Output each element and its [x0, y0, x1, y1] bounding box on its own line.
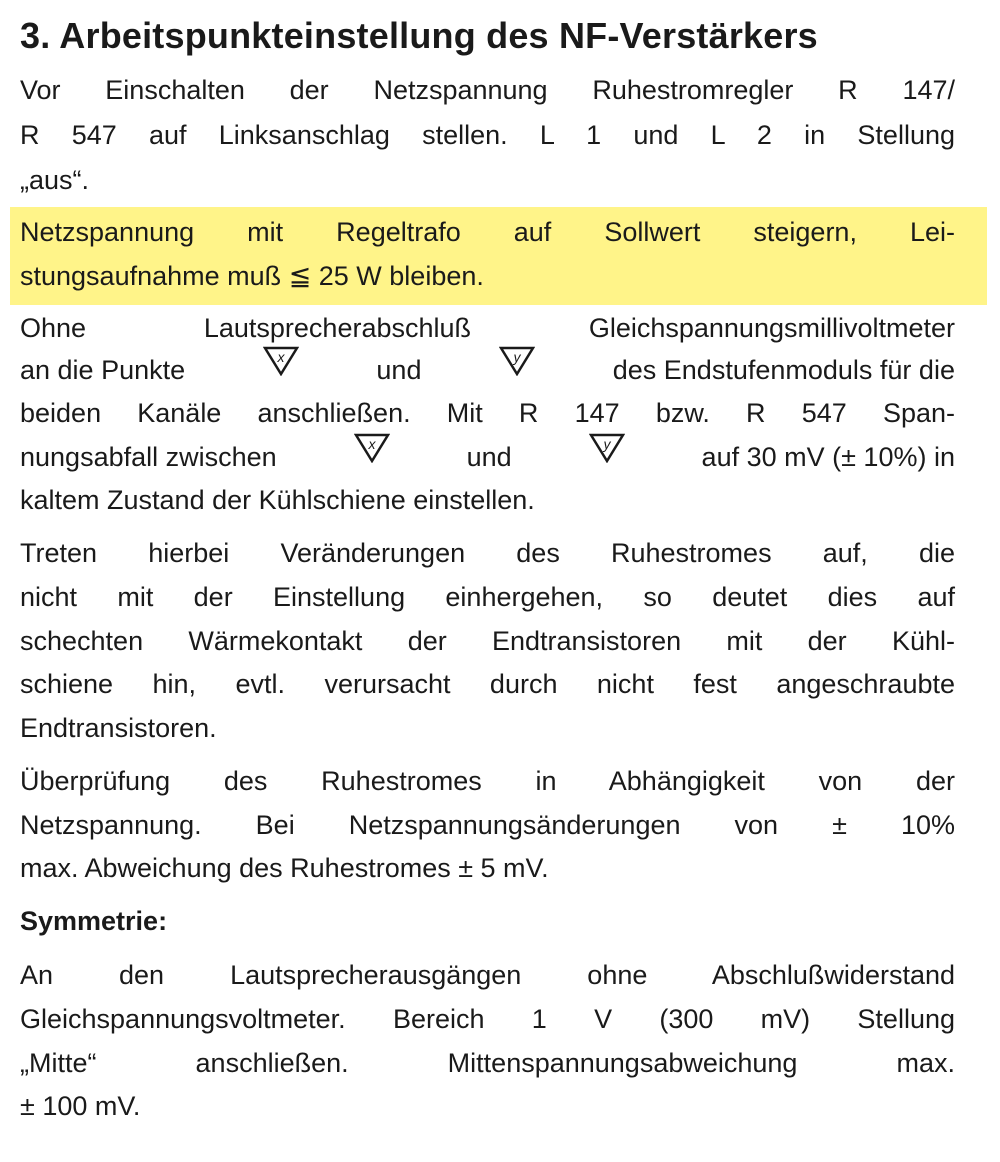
para3-line4-part2: und: [466, 442, 512, 472]
test-point-y-icon: [499, 346, 535, 376]
para1-line1: Vor Einschalten der Netzspannung Ruhestromregler R 147/: [20, 75, 955, 105]
test-point-x-icon: [354, 433, 390, 463]
para4-line4: schiene hin, evtl. verursacht durch nicht fest angeschraubte: [20, 669, 955, 699]
para3-line2-part1: an die Punkte: [20, 355, 186, 385]
para1-line2: R 547 auf Linksanschlag stellen. L 1 und L 2 in Stellung: [20, 120, 955, 150]
para3-line1: Ohne Lautsprecherabschluß Gleichspannungsmillivoltmeter: [20, 313, 955, 343]
para3-line2-part3: des Endstufenmoduls für die: [612, 355, 955, 385]
test-point-x-icon: [263, 346, 299, 376]
para2-line2: stungsaufnahme muß ≦ 25 W bleiben.: [20, 261, 484, 291]
para3-line5: kaltem Zustand der Kühlschiene einstellen.: [20, 485, 535, 515]
test-point-y-label: y: [603, 436, 611, 452]
para6-line2: Gleichspannungsvoltmeter. Bereich 1 V (300 mV) Stellung: [20, 1004, 955, 1034]
para2-line1: Netzspannung mit Regeltrafo auf Sollwert steigern, Lei-: [20, 217, 955, 247]
para3-line2: [20, 349, 955, 388]
test-point-y-label: y: [513, 349, 521, 365]
para4-line1: Treten hierbei Veränderungen des Ruhestromes auf, die: [20, 538, 955, 568]
para4-line2: nicht mit der Einstellung einhergehen, so deutet dies auf: [20, 582, 955, 612]
para3-line4-part3: auf 30 mV (± 10%) in: [701, 442, 955, 472]
para6-line4: ± 100 mV.: [20, 1091, 141, 1121]
para5-line1: Überprüfung des Ruhestromes in Abhängigkeit von der: [20, 766, 955, 796]
test-point-x-label: x: [277, 349, 285, 365]
para1-line3: „aus“.: [20, 165, 90, 195]
para5-line3: max. Abweichung des Ruhestromes ± 5 mV.: [20, 853, 549, 883]
test-point-x-label: x: [368, 436, 376, 452]
para3-line4: [20, 436, 955, 475]
para4-line5: Endtransistoren.: [20, 713, 217, 743]
para3-line3: beiden Kanäle anschließen. Mit R 147 bzw. R 547 Span-: [20, 398, 955, 428]
para3-line4-part1: nungsabfall zwischen: [20, 442, 277, 472]
test-point-y-icon: [589, 433, 625, 463]
subheading-symmetrie: Symmetrie:: [20, 906, 168, 936]
para4-line3: schechten Wärmekontakt der Endtransistoren mit der Kühl-: [20, 626, 955, 656]
para5-line2: Netzspannung. Bei Netzspannungsänderungen von ± 10%: [20, 810, 955, 840]
section-heading: 3. Arbeitspunkteinstellung des NF-Verstärkers: [20, 15, 818, 56]
para6-line1: An den Lautsprecherausgängen ohne Abschlußwiderstand: [20, 960, 955, 990]
para3-line2-part2: und: [376, 355, 422, 385]
para6-line3: „Mitte“ anschließen. Mittenspannungsabweichung max.: [20, 1048, 955, 1078]
